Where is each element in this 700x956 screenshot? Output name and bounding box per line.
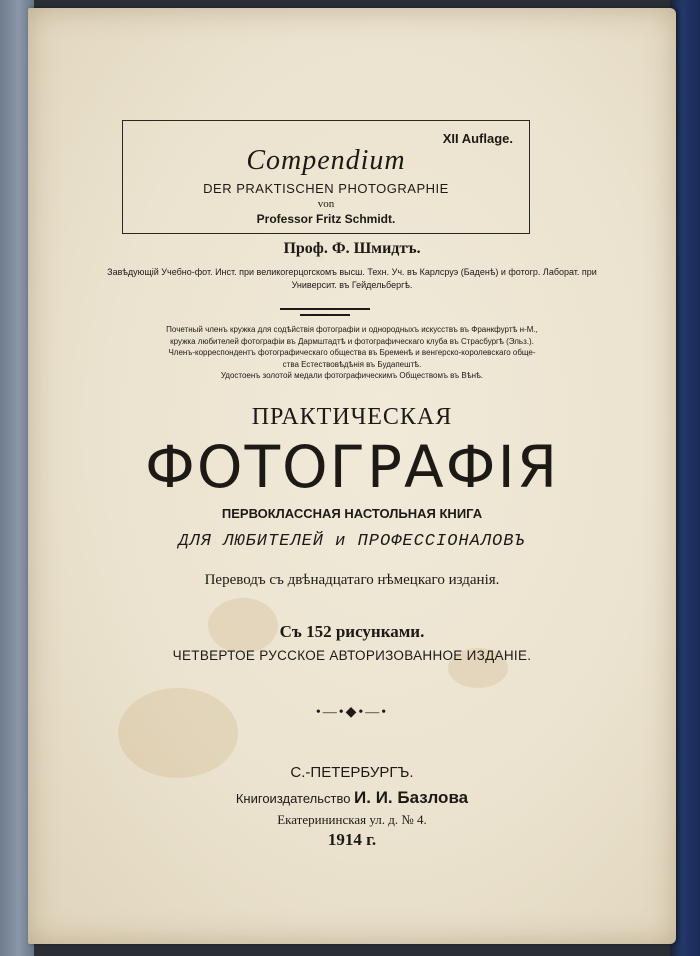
illustrations-note: Съ 152 рисунками. bbox=[279, 622, 425, 641]
title-small: ПРАКТИЧЕСКАЯ bbox=[251, 404, 453, 430]
membership-line: ства Естествовѣдѣнія въ Будапештѣ. bbox=[282, 359, 422, 369]
membership-line: Членъ-корреспондентъ фотографическаго общества въ Бременѣ и венгерско-королевскаго обще- bbox=[168, 348, 536, 357]
membership-line: Почетный членъ кружка для содѣйствія фотографіи и однородныхъ искусствъ въ Франкфуртѣ н-М., bbox=[166, 325, 538, 334]
german-title-box bbox=[122, 120, 530, 234]
title-big: ФОТОГРАФІЯ bbox=[144, 433, 560, 501]
edition-note: ЧЕТВЕРТОЕ РУССКОЕ АВТОРИЗОВАННОЕ ИЗДАНІЕ. bbox=[172, 648, 532, 663]
translation-note: Переводъ съ двѣнадцатаго нѣмецкаго изданія. bbox=[204, 572, 500, 588]
publisher bbox=[28, 788, 676, 808]
german-subtitle: DER PRAKTISCHEN PHOTOGRAPHIE bbox=[203, 181, 449, 196]
ornament-divider: •—•◆•—• bbox=[315, 705, 389, 720]
author-memberships bbox=[28, 324, 676, 382]
membership-line: кружка любителей фотографіи въ Дармштадтѣ и фотографическаго клуба въ Страсбургѣ (Эльз.). bbox=[170, 336, 534, 346]
von-label: von bbox=[317, 198, 335, 210]
subtitle-second: ДЛЯ ЛЮБИТЕЛЕЙ и ПРОФЕССІОНАЛОВЪ bbox=[178, 532, 526, 551]
membership-line: Удостоенъ золотой медали фотографическимъ Обществомъ въ Вѣнѣ. bbox=[220, 371, 484, 380]
publication-year: 1914 г. bbox=[327, 830, 377, 849]
german-author: Professor Fritz Schmidt. bbox=[256, 212, 396, 226]
compendium-title: Compendium bbox=[246, 145, 406, 176]
publisher-name: И. И. Базлова bbox=[354, 788, 469, 807]
divider-rule-top bbox=[280, 308, 370, 310]
author-affiliation: Завѣдующій Учебно-фот. Инст. при великогерцогскомъ высш. Техн. Уч. въ Карлсруэ (Баденѣ) и фотогр. Лаборат. при Университ. въ Гейдельбергѣ. bbox=[107, 267, 597, 290]
title-page bbox=[28, 8, 676, 944]
publisher-prefix: Книгоиздательство bbox=[235, 791, 355, 806]
subtitle-first: ПЕРВОКЛАССНАЯ НАСТОЛЬНАЯ КНИГА bbox=[221, 506, 483, 521]
author-name: Проф. Ф. Шмидтъ. bbox=[283, 240, 421, 257]
city: С.-ПЕТЕРБУРГЪ. bbox=[290, 764, 414, 781]
divider-rule-bottom bbox=[300, 314, 350, 316]
publisher-address: Екатерининская ул. д. № 4. bbox=[277, 812, 427, 827]
auflage-label: XII Auflage. bbox=[442, 131, 513, 146]
